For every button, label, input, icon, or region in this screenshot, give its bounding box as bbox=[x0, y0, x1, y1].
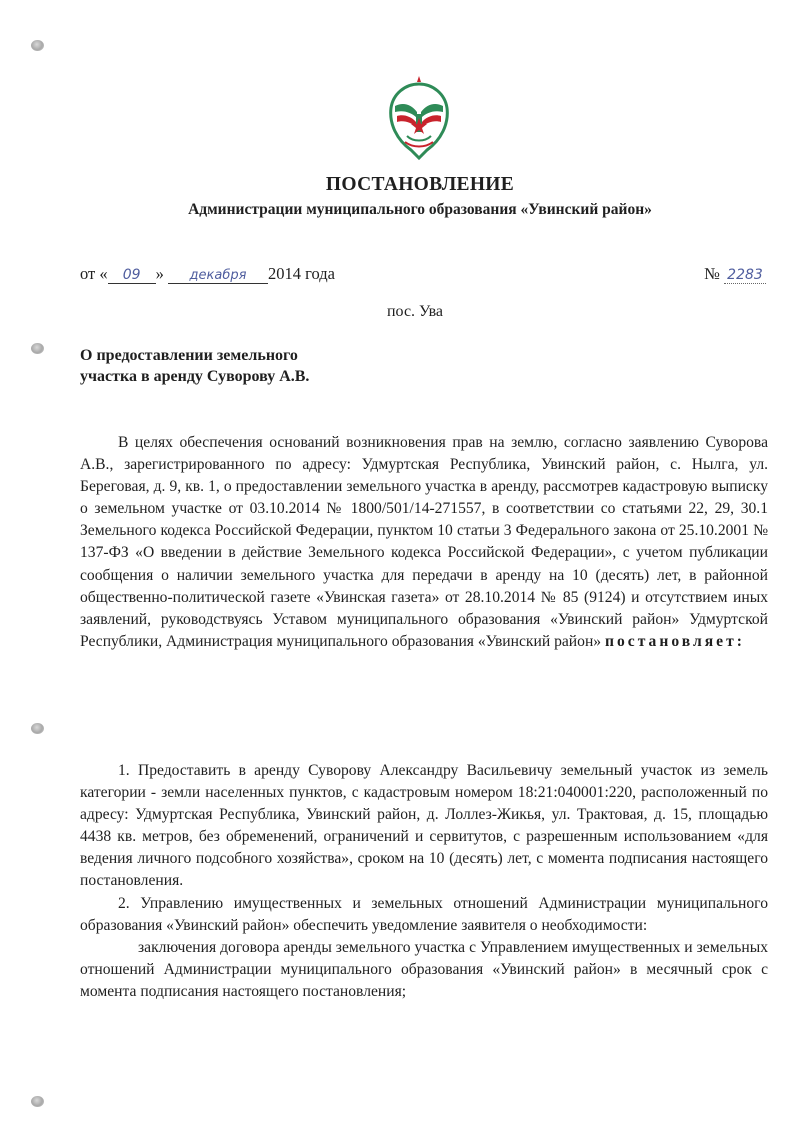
subject-line: О предоставлении земельного bbox=[80, 347, 298, 364]
handwritten-day: 09 bbox=[108, 267, 156, 284]
decree-items bbox=[80, 760, 768, 1003]
punch-hole bbox=[31, 40, 44, 51]
decree-item: 1. Предоставить в аренду Суворову Александру Васильевичу земельный участок из земель категории - земли населенных пунктов, с кадастровым номером 18:21:040001:220, расположенный по адресу: Удмуртская Республика, Увинский район, д. Лоллез-Жикья, ул. Трактовая, д. 15, площадью 4438 кв. метров, без обременений, ограничений и сервитутов, с разрешенным использованием «для ведения личного подсобного хозяйства», сроком на 10 (десять) лет, с момента подписания настоящего постановления. bbox=[80, 762, 768, 890]
punch-hole bbox=[31, 723, 44, 734]
handwritten-month: декабря bbox=[168, 268, 268, 284]
punch-hole bbox=[31, 1096, 44, 1107]
punch-hole bbox=[31, 343, 44, 354]
document-subject bbox=[80, 345, 309, 387]
place-of-issue: пос. Ува bbox=[386, 303, 444, 320]
document-title: ПОСТАНОВЛЕНИЕ bbox=[325, 174, 515, 195]
document-number: № 2283 bbox=[704, 264, 766, 284]
decree-word: постановляет: bbox=[605, 632, 745, 650]
preamble-block bbox=[80, 432, 768, 653]
coat-of-arms-icon bbox=[383, 72, 455, 164]
handwritten-number: 2283 bbox=[724, 267, 766, 284]
subject-line: участка в аренду Суворову А.В. bbox=[80, 368, 310, 385]
preamble-paragraph: В целях обеспечения оснований возникновения прав на землю, согласно заявлению Суворова А.В., зарегистрированного по адресу: Удмуртская Республика, Увинский район, с. Нылга, ул. Береговая, д. 9, кв. 1, о предоставлении земельного участка в аренду, рассмотрев кадастровую выписку о земельном участке от 03.10.2014 № 1800/501/14-271557, в соответствии со статьями 22, 29, 30.1 Земельного кодекса Российской Федерации, пунктом 10 статьи 3 Федерального закона от 25.10.2001 № 137-ФЗ «О введении в действие Земельного кодекса Российской Федерации», с учетом публикации сообщения о наличии земельного участка для передачи в аренду на 10 (десять) лет, в районной общественно-политической газете «Увинская газета» от 28.10.2014 № 85 (9124) и отсутствием иных заявлений, руководствуясь Уставом муниципального образования «Увинский район» Удмуртской Республики, Администрация муниципального образования «Увинский район» постановляет: bbox=[80, 434, 768, 650]
issuing-authority: Администрации муниципального образования «Увинский район» bbox=[188, 201, 652, 218]
decree-item: 2. Управлению имущественных и земельных отношений Администрации муниципального образования «Увинский район» обеспечить уведомление заявителя о необходимости: bbox=[80, 894, 768, 934]
decree-item: заключения договора аренды земельного участка с Управлением имущественных и земельных отношений Администрации муниципального образования «Увинский район» в месячный срок с момента подписания настоящего постановления; bbox=[80, 938, 768, 1000]
document-date: от « 09 » декабря 2014 года bbox=[80, 264, 335, 283]
